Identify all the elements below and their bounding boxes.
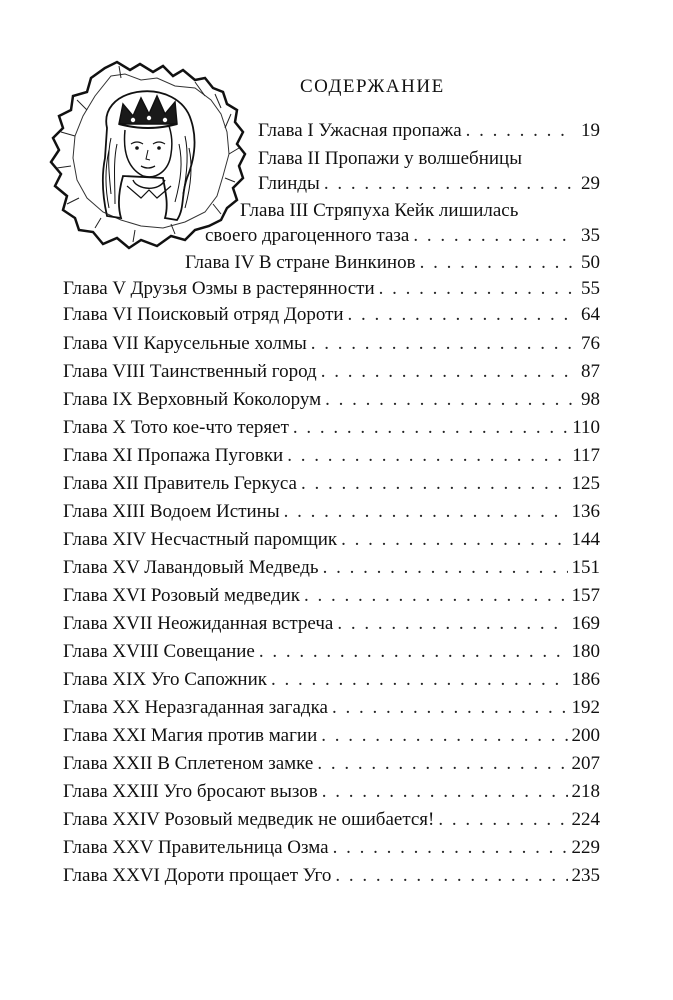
toc-entry[interactable] — [258, 171, 600, 197]
toc-entry-label: своего драгоценного таза — [205, 225, 410, 246]
toc-entry-label: Глава VI Поисковый отряд Дороти — [63, 304, 344, 325]
toc-entry-page-number: 169 — [571, 613, 600, 634]
toc-entry[interactable] — [63, 276, 600, 302]
toc-entry-label: Глава VIII Таинственный город — [63, 361, 317, 382]
toc-entry-label: Глава XI Пропажа Пуговки — [63, 445, 284, 466]
toc-entry-label: Глава XVIII Совещание — [63, 641, 255, 662]
dot-leader — [324, 171, 572, 197]
toc-entry-page-number: 157 — [571, 585, 600, 606]
dot-leader — [333, 835, 568, 861]
toc-entry[interactable] — [63, 667, 600, 693]
toc-entry-label: Глава XXI Магия против магии — [63, 725, 318, 746]
toc-entry-label: Глава XIII Водоем Истины — [63, 501, 280, 522]
toc-entry-page-number: 186 — [571, 669, 600, 690]
dot-leader — [311, 331, 572, 357]
toc-entry-label: Глава XXV Правительница Озма — [63, 837, 329, 858]
toc-entry[interactable] — [63, 471, 600, 497]
toc-entry[interactable] — [63, 415, 600, 441]
toc-entry[interactable] — [63, 499, 600, 525]
toc-entry[interactable] — [63, 639, 600, 665]
toc-entry[interactable] — [63, 863, 600, 889]
toc-entry[interactable] — [63, 443, 600, 469]
toc-entry-page-number: 200 — [571, 725, 600, 746]
toc-entry-label: Глава XXIII Уго бросают вызов — [63, 781, 318, 802]
toc-entry[interactable] — [63, 779, 600, 805]
toc-entry-label: Глава IX Верховный Коколорум — [63, 389, 322, 410]
dot-leader — [337, 611, 567, 637]
toc-entry-page-number: 35 — [581, 225, 600, 246]
toc-entry[interactable] — [63, 302, 600, 328]
toc-entry[interactable] — [63, 835, 600, 861]
toc-entry-page-number: 224 — [571, 809, 600, 830]
dot-leader — [293, 415, 568, 441]
toc-entry[interactable] — [63, 331, 600, 357]
dot-leader — [341, 527, 567, 553]
toc-entry-page-number: 64 — [581, 304, 600, 325]
toc-entry-label: Глава X Тото кое-что теряет — [63, 417, 289, 438]
dot-leader — [420, 250, 572, 276]
toc-entry-label: Глава XXIV Розовый медведик не ошибается! — [63, 809, 435, 830]
toc-entry-page-number: 29 — [581, 173, 600, 194]
dot-leader — [323, 555, 568, 581]
toc-entry-page-number: 87 — [581, 361, 600, 382]
dot-leader — [301, 471, 568, 497]
toc-entry-page-number: 125 — [571, 473, 600, 494]
toc-entry-page-number: 144 — [571, 529, 600, 550]
toc-entry-label: Глава VII Карусельные холмы — [63, 333, 307, 354]
dot-leader — [322, 779, 568, 805]
toc-entry[interactable] — [63, 583, 600, 609]
toc-title: СОДЕРЖАНИЕ — [300, 76, 445, 97]
toc-entry[interactable] — [258, 118, 600, 144]
dot-leader — [379, 276, 572, 302]
dot-leader — [335, 863, 567, 889]
toc-entry-label: Глинды — [258, 173, 320, 194]
toc-entry-page-number: 207 — [571, 753, 600, 774]
toc-entry-label: Глава XV Лавандовый Медведь — [63, 557, 319, 578]
toc-entry[interactable] — [63, 527, 600, 553]
toc-entry[interactable] — [63, 555, 600, 581]
toc-entry-page-number: 151 — [571, 557, 600, 578]
toc-entry[interactable] — [185, 250, 600, 276]
dot-leader — [284, 499, 568, 525]
dot-leader — [287, 443, 568, 469]
toc-entry-label: Глава V Друзья Озмы в растерянности — [63, 278, 375, 299]
toc-entry[interactable] — [63, 695, 600, 721]
dot-leader — [321, 723, 567, 749]
toc-entry-page-number: 180 — [571, 641, 600, 662]
dot-leader — [325, 387, 572, 413]
toc-entry[interactable] — [63, 751, 600, 777]
toc-entry-label-line1: Глава III Стряпуха Кейк лишилась — [240, 200, 519, 221]
toc-entry-page-number: 235 — [571, 865, 600, 886]
dot-leader — [413, 223, 572, 249]
toc-entry-label: Глава XXVI Дороти прощает Уго — [63, 865, 332, 886]
dot-leader — [466, 118, 572, 144]
dot-leader — [271, 667, 568, 693]
toc-entry-page-number: 55 — [581, 278, 600, 299]
toc-entry-page-number: 110 — [572, 417, 600, 438]
toc-entry-label-line1: Глава II Пропажи у волшебницы — [258, 148, 522, 169]
toc-entry-page-number: 98 — [581, 389, 600, 410]
toc-entry-page-number: 136 — [571, 501, 600, 522]
dot-leader — [321, 359, 572, 385]
toc-entry-label: Глава XIX Уго Сапожник — [63, 669, 267, 690]
dot-leader — [317, 751, 567, 777]
toc-entry[interactable] — [63, 611, 600, 637]
toc-entry-page-number: 19 — [581, 120, 600, 141]
toc-entry-page-number: 76 — [581, 333, 600, 354]
toc-entry[interactable] — [63, 387, 600, 413]
dot-leader — [348, 302, 572, 328]
toc-entry-label: Глава IV В стране Винкинов — [185, 252, 416, 273]
toc-entry[interactable] — [63, 359, 600, 385]
dot-leader — [259, 639, 568, 665]
toc-entry-label: Глава XVI Розовый медведик — [63, 585, 301, 606]
toc-entry-label: Глава XIV Несчастный паромщик — [63, 529, 338, 550]
toc-entry[interactable] — [205, 223, 600, 249]
toc-entry[interactable] — [63, 807, 600, 833]
toc-entry-label: Глава I Ужасная пропажа — [258, 120, 462, 141]
toc-entry-label: Глава XXII В Сплетеном замке — [63, 753, 314, 774]
toc-entry-page-number: 229 — [571, 837, 600, 858]
toc-entry-label: Глава XII Правитель Геркуса — [63, 473, 297, 494]
toc-entry-page-number: 117 — [572, 445, 600, 466]
toc-entry-page-number: 192 — [571, 697, 600, 718]
dot-leader — [304, 583, 567, 609]
toc-entry[interactable] — [63, 723, 600, 749]
toc-entry-label: Глава XVII Неожиданная встреча — [63, 613, 334, 634]
toc-entry-page-number: 50 — [581, 252, 600, 273]
dot-leader — [332, 695, 568, 721]
toc-entry-page-number: 218 — [571, 781, 600, 802]
dot-leader — [438, 807, 567, 833]
toc-entry-label: Глава XX Неразгаданная загадка — [63, 697, 328, 718]
